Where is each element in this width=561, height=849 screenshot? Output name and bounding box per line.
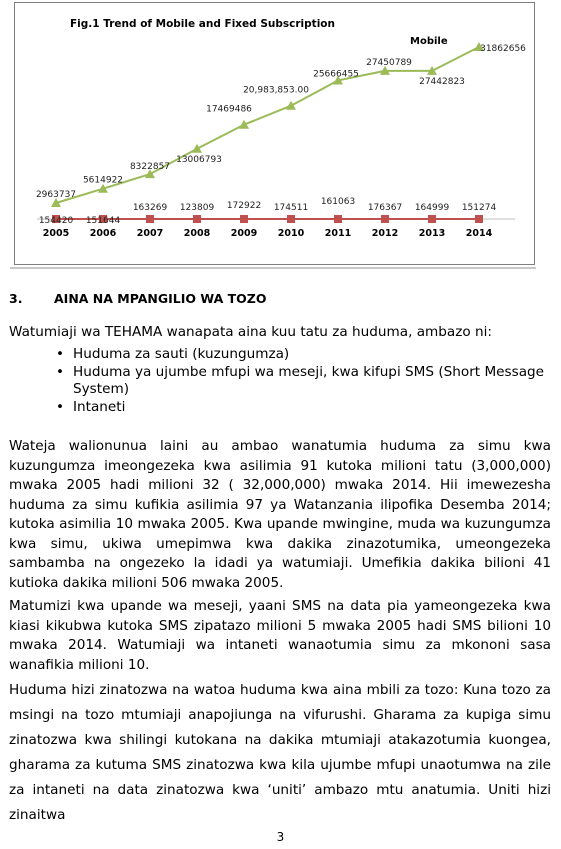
- services-list: [53, 346, 553, 416]
- x-tick-label: 2011: [324, 228, 352, 239]
- intro-text: Watumiaji wa TEHAMA wanapata aina kuu tatu za huduma, ambazo ni:: [9, 324, 492, 340]
- x-tick-label: 2009: [230, 228, 258, 239]
- fixed-data-label: 151644: [85, 216, 121, 226]
- fixed-data-label: 176367: [367, 203, 403, 213]
- x-tick-label: 2007: [136, 228, 164, 239]
- fixed-data-label: 151274: [461, 203, 497, 213]
- x-tick-label: 2008: [183, 228, 211, 239]
- mobile-data-label: 5614922: [82, 175, 124, 186]
- mobile-data-label: 13006793: [176, 154, 222, 165]
- fixed-data-label: 172922: [226, 201, 262, 211]
- section-title: AINA NA MPANGILIO WA TOZO: [54, 291, 267, 306]
- list-item: • Huduma za sauti (kuzungumza): [53, 346, 553, 364]
- x-tick-label: 2010: [277, 228, 305, 239]
- fixed-point: [287, 215, 295, 223]
- fixed-data-label: 163269: [132, 203, 168, 213]
- x-tick-label: 2014: [465, 228, 493, 239]
- section-heading: [9, 291, 267, 306]
- fixed-point: [193, 215, 201, 223]
- page-number: 3: [276, 830, 285, 844]
- x-tick-label: 2005: [42, 228, 70, 239]
- fixed-point: [240, 215, 248, 223]
- mobile-data-label: 2963737: [35, 190, 77, 201]
- mobile-data-label: 27442823: [419, 76, 465, 87]
- fixed-data-label: 123809: [179, 203, 215, 213]
- fixed-point: [428, 215, 436, 223]
- mobile-data-label: 27450789: [366, 57, 412, 68]
- fixed-data-label: 164999: [414, 203, 450, 213]
- chart-marks: [36, 42, 526, 239]
- list-item: • Huduma ya ujumbe mfupi wa meseji, kwa kifupi SMS (Short Message System): [53, 364, 553, 399]
- mobile-data-label: 17469486: [206, 104, 252, 115]
- paragraph-charges: Huduma hizi zinatozwa na watoa huduma kwa aina mbili za tozo: Kuna tozo za msingi na tozo mtumiaji anapojiunga na vifurushi. Gharama za kupiga simu zinatozwa kwa shilingi kutokana na dakika mtumiaji atakazotumia kuongea, gharama za kutuma SMS zinatozwa kwa kila ujumbe mfupi unaotumwa na zile za intaneti na data zinatozwa kwa ‘uniti’ ambazo mtu anatumia. Uniti hizi zinaitwa: [9, 682, 551, 823]
- x-tick-label: 2013: [418, 228, 446, 239]
- mobile-point: [192, 144, 202, 153]
- fixed-data-label: 154420: [38, 216, 74, 226]
- section-number: 3.: [9, 291, 23, 306]
- chart-svg: [15, 3, 534, 264]
- x-tick-label: 2012: [371, 228, 399, 239]
- fixed-point: [381, 215, 389, 223]
- paragraph-subscribers: Wateja walionunua laini au ambao wanatumia huduma za simu kwa kuzungumza imeongezeka kwa asilimia 91 kutoka milioni tatu (3,000,000) mwaka 2005 hadi milioni 32 ( 32,000,000) mwaka 2014. Hii imewezesha huduma za simu kufikia asilimia 97 ya Watanzania ilipofika Desemba 2014; kutoka asimilia 10 mwaka 2005. Kwa upande mwingine, muda wa kuzungumza kwa simu, ukiwa umepimwa kwa dakika zinazotumika, umeongezeka sambamba na ongezeko la idadi ya watumiaji. Umefikia dakika bilioni 41 kutioka dakika milioni 506 mwaka 2005.: [9, 438, 551, 591]
- chart-bottom-rule: [10, 267, 536, 269]
- x-tick-label: 2006: [89, 228, 117, 239]
- fixed-point: [475, 215, 483, 223]
- mobile-data-label: 31862656: [480, 44, 526, 54]
- fixed-point: [334, 215, 342, 223]
- list-item: • Intaneti: [53, 399, 553, 417]
- fixed-data-label: 161063: [320, 197, 356, 207]
- fixed-point: [146, 215, 154, 223]
- fixed-data-label: 174511: [273, 203, 309, 213]
- paragraph-sms-data: Matumizi kwa upande wa meseji, yaani SMS na data pia yameongezeka kwa kiasi kikubwa kutoka SMS zipatazo milioni 5 mwaka 2005 hadi SMS bilioni 10 mwaka 2014. Watumiaji wa intaneti wanaotumia simu za mkononi sasa wanafikia milioni 10.: [9, 598, 551, 673]
- subscription-chart: [14, 2, 535, 265]
- mobile-data-label: 8322857: [129, 162, 171, 173]
- mobile-data-label: 20,983,853.00: [243, 85, 309, 96]
- chart-title: Fig.1 Trend of Mobile and Fixed Subscription: [70, 18, 335, 30]
- mobile-point: [286, 101, 296, 110]
- mobile-legend: Mobile: [410, 36, 448, 47]
- mobile-data-label: 25666455: [313, 69, 359, 80]
